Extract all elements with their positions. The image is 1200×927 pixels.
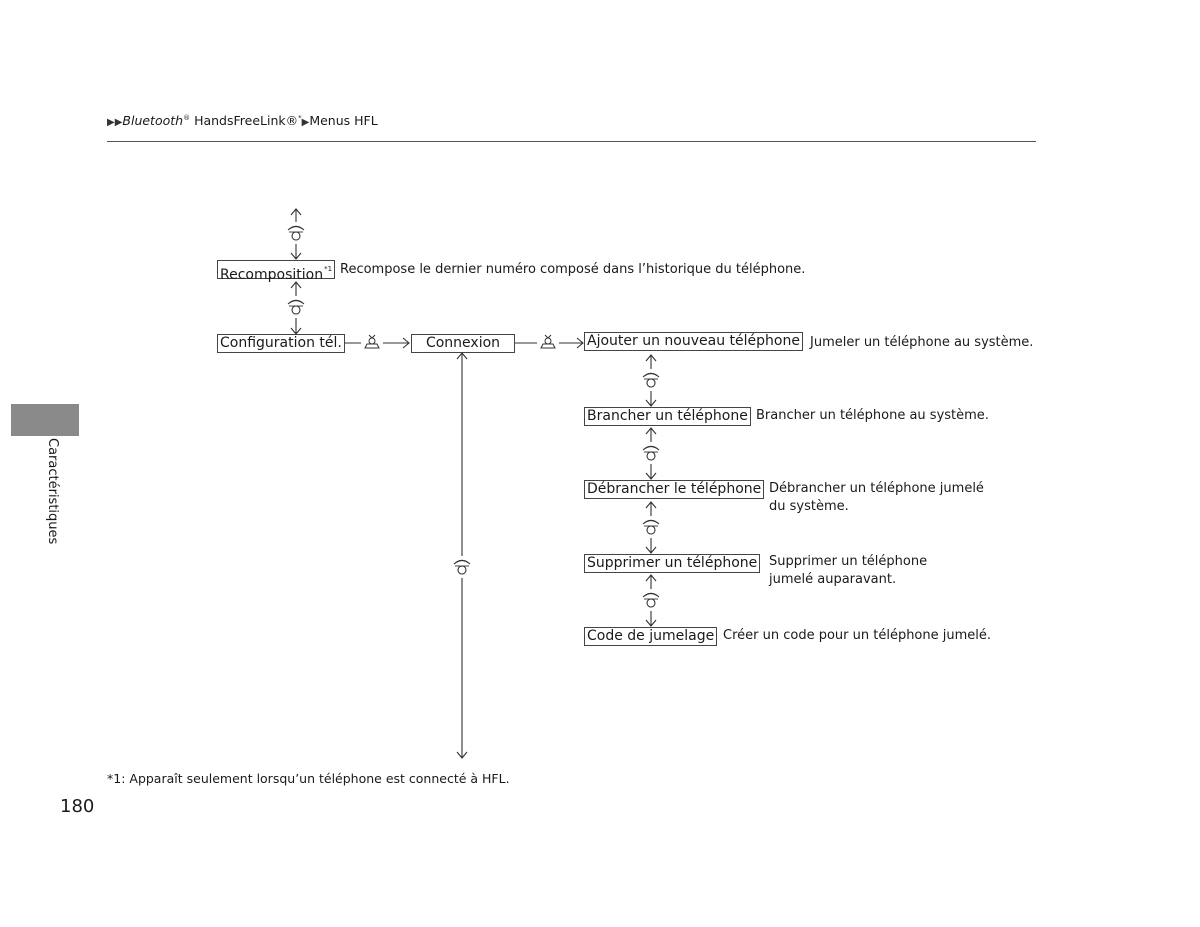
recomposition-description: Recompose le dernier numéro composé dans l’historique du téléphone. (340, 262, 806, 277)
description-line: Supprimer un téléphone (769, 554, 928, 569)
selector-knob-icon (286, 222, 306, 244)
push-button-icon (365, 335, 379, 348)
selector-knob-icon (641, 589, 661, 611)
menu-item-label: Connexion (425, 335, 501, 351)
registered-mark: ® (183, 113, 191, 122)
selector-knob-icon (286, 296, 306, 318)
menu-item-label: Ajouter un nouveau téléphone (587, 333, 800, 349)
menu-item-label: Supprimer un téléphone (587, 555, 758, 571)
breadcrumb-brand: Bluetooth (122, 113, 184, 128)
menu-item-brancher (584, 407, 751, 426)
selector-knob-icon (641, 369, 661, 391)
selector-knob-icon (641, 442, 661, 464)
page-number: 180 (60, 796, 95, 817)
menu-item-label: Configuration tél. (220, 335, 342, 351)
menu-item-label: Recomposition (220, 267, 324, 283)
footnote-ref: *1 (324, 265, 333, 273)
description-line: du système. (769, 499, 849, 514)
debrancher-description (769, 480, 984, 516)
breadcrumb-star: * (298, 113, 302, 122)
arrow-right-icon: ▶ (301, 117, 310, 128)
menu-item-ajouter (584, 332, 803, 351)
breadcrumb-section: Menus HFL (309, 113, 378, 128)
section-tab-label: Caractéristiques (45, 438, 60, 545)
menu-item-code (584, 627, 717, 646)
menu-item-connexion (411, 334, 515, 353)
menu-item-label: Débrancher le téléphone (587, 481, 762, 497)
selector-knob-icon (641, 516, 661, 538)
arrow-right-icon: ▶▶ (107, 117, 123, 128)
brancher-description: Brancher un téléphone au système. (756, 408, 989, 423)
description-line: jumelé auparavant. (769, 572, 897, 587)
menu-item-configuration (217, 334, 345, 353)
breadcrumb-product: HandsFreeLink® (194, 113, 299, 128)
code-description: Créer un code pour un téléphone jumelé. (723, 628, 992, 643)
menu-item-label: Code de jumelage (587, 628, 715, 644)
menu-item-debrancher (584, 480, 764, 499)
menu-item-supprimer (584, 554, 760, 573)
footnote: *1: Apparaît seulement lorsqu’un téléphone est connecté à HFL. (107, 771, 510, 786)
menu-item-recomposition (217, 260, 335, 283)
supprimer-description (769, 553, 927, 589)
menu-item-label: Brancher un téléphone (587, 408, 748, 424)
push-button-icon (541, 335, 555, 348)
ajouter-description: Jumeler un téléphone au système. (810, 335, 1034, 350)
description-line: Débrancher un téléphone jumelé (769, 481, 984, 496)
selector-knob-icon (452, 556, 472, 578)
